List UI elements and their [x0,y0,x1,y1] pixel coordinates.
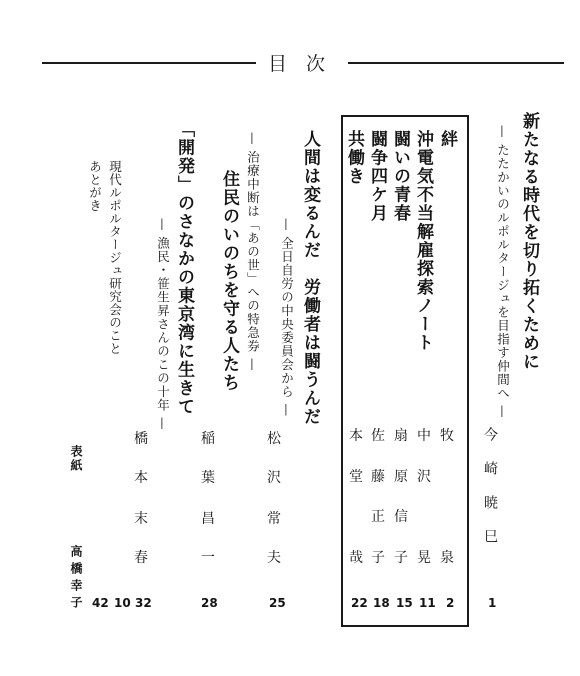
entry-1-page: 1 [488,596,497,610]
cover-artist: 高橋幸子 [69,545,83,613]
entry-9-page: 32 [135,596,152,610]
entry-6-title: 共働き [344,130,364,186]
heading-rule-right [348,62,564,64]
entry-8-subtitle: — 治療中断は「あの世」への特急券 — [245,132,261,372]
cover-label: 表紙 [69,445,83,473]
entry-5-title: 闘争四ケ月 [367,130,387,223]
entry-11-title: あとがき [87,160,103,212]
entry-3-title: 沖電気不当解雇探索ノート [413,130,433,352]
entry-9-subtitle: — 漁民・笹生昇さんのこの十年 — [155,218,171,431]
page-title: 目 次 [268,53,326,75]
entry-7-page: 25 [269,596,286,610]
entry-4-page: 15 [396,596,413,610]
entry-10-title: 現代ルポルタージュ研究会のこと [107,160,123,355]
entry-1-title: 新たなる時代を切り拓くために [519,112,539,371]
entry-9-title: 「開発」のさなかの東京湾に生きて [174,120,194,416]
entry-11-page: 42 [92,596,109,610]
entry-1-subtitle: — たたかいのルポルタージュを目指す仲間へ — [495,125,511,419]
entry-2-page: 2 [446,596,455,610]
entry-7-title: 人間は変るんだ 労働者は闘うんだ [300,130,320,426]
entry-7-subtitle: — 全日自労の中央委員会から — [279,218,295,417]
entry-8-title: 住民のいのちを守る人たち [219,170,239,392]
entry-4-title: 闘いの青春 [390,130,410,223]
heading-rule-left [42,62,256,64]
entry-10-page: 10 [114,596,131,610]
entry-6-page: 22 [351,596,368,610]
entry-1-author: 今崎暁巳 [482,427,498,563]
entry-8-page: 28 [201,596,218,610]
entry-2-title: 絆 [437,130,457,149]
entry-3-page: 11 [419,596,436,610]
entry-5-page: 18 [373,596,390,610]
